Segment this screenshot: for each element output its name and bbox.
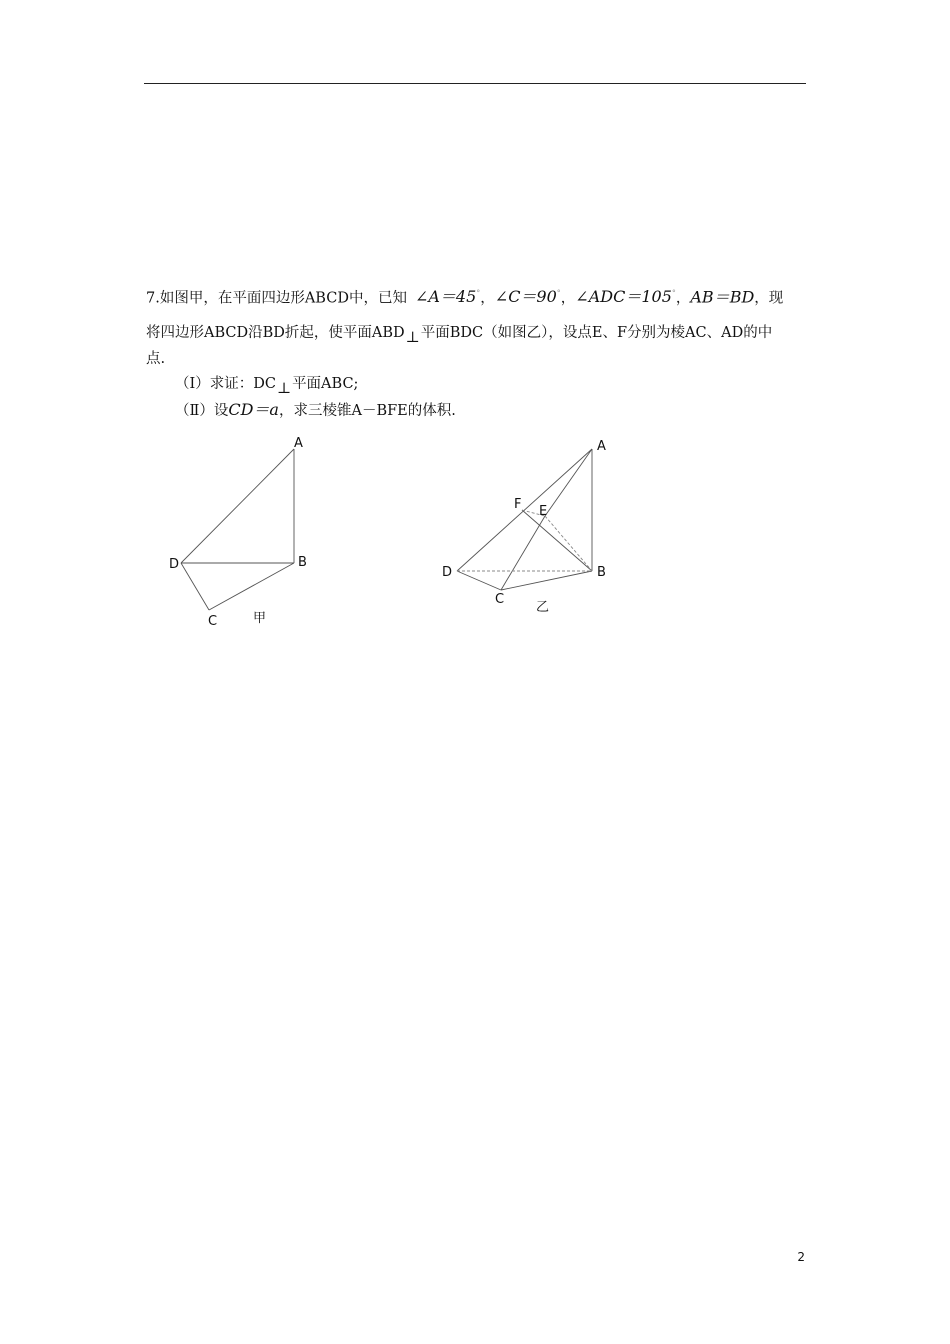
separator: ，	[675, 290, 691, 307]
cd-eq-a-formula: CD＝a	[228, 400, 279, 419]
perpendicular-symbol: ⊥	[405, 328, 420, 346]
part-1: （Ⅰ）求证：DC⊥平面ABC;	[175, 376, 359, 397]
angle-adc-formula: ∠ADC＝105°	[575, 287, 676, 307]
label-f: F	[514, 497, 522, 512]
figure-jia	[150, 430, 310, 630]
label-e: E	[539, 504, 548, 519]
edge-cb	[501, 571, 592, 590]
problem-line1-suffix: ，现	[754, 290, 784, 307]
edge-ae	[545, 449, 592, 516]
figure-yi-caption: 乙	[536, 600, 550, 615]
header-rule	[144, 83, 806, 84]
edge-fb	[522, 510, 592, 571]
edge-ad	[457, 449, 592, 571]
problem-intro: 7.如图甲，在平面四边形ABCD中，已知	[146, 290, 407, 307]
page-number: 2	[797, 1250, 805, 1264]
label-a: A	[294, 436, 303, 451]
figure-yi-dashed-edges	[457, 510, 592, 571]
label-c: C	[208, 614, 218, 629]
edge-ad	[181, 449, 294, 563]
part-2: （Ⅱ）设CD＝a，求三棱锥A－BFE的体积.	[175, 400, 456, 419]
separator: ，	[560, 290, 576, 307]
fold-description: 将四边形ABCD沿BD折起，使平面ABD	[146, 325, 405, 341]
label-d: D	[442, 565, 453, 580]
edge-ec	[501, 516, 545, 590]
label-d: D	[169, 557, 180, 572]
edge-eb-hidden	[545, 516, 592, 571]
figure-jia-edges	[181, 449, 294, 610]
edge-cb	[209, 563, 294, 610]
label-c: C	[495, 592, 505, 607]
problem-line-3: 点.	[146, 351, 166, 367]
figure-jia-caption: 甲	[253, 611, 267, 626]
label-b: B	[597, 565, 606, 580]
figure-yi-solid-edges	[457, 449, 592, 590]
label-b: B	[298, 555, 307, 570]
midpoint-description: 平面BDC（如图乙），设点E、F分别为棱AC、AD的中	[420, 325, 773, 341]
angle-a-formula: ∠A＝45°	[414, 287, 481, 307]
angle-c-formula: ∠C＝90°	[494, 287, 561, 307]
problem-line-1	[146, 284, 783, 308]
ab-eq-bd-formula: AB＝BD	[690, 287, 755, 307]
perpendicular-symbol: ⊥	[276, 379, 292, 397]
edge-dc	[457, 571, 501, 590]
problem-line-2	[146, 323, 772, 347]
figure-yi	[430, 430, 630, 625]
label-a: A	[597, 439, 606, 454]
edge-dc	[181, 563, 209, 610]
separator: ，	[480, 290, 495, 307]
